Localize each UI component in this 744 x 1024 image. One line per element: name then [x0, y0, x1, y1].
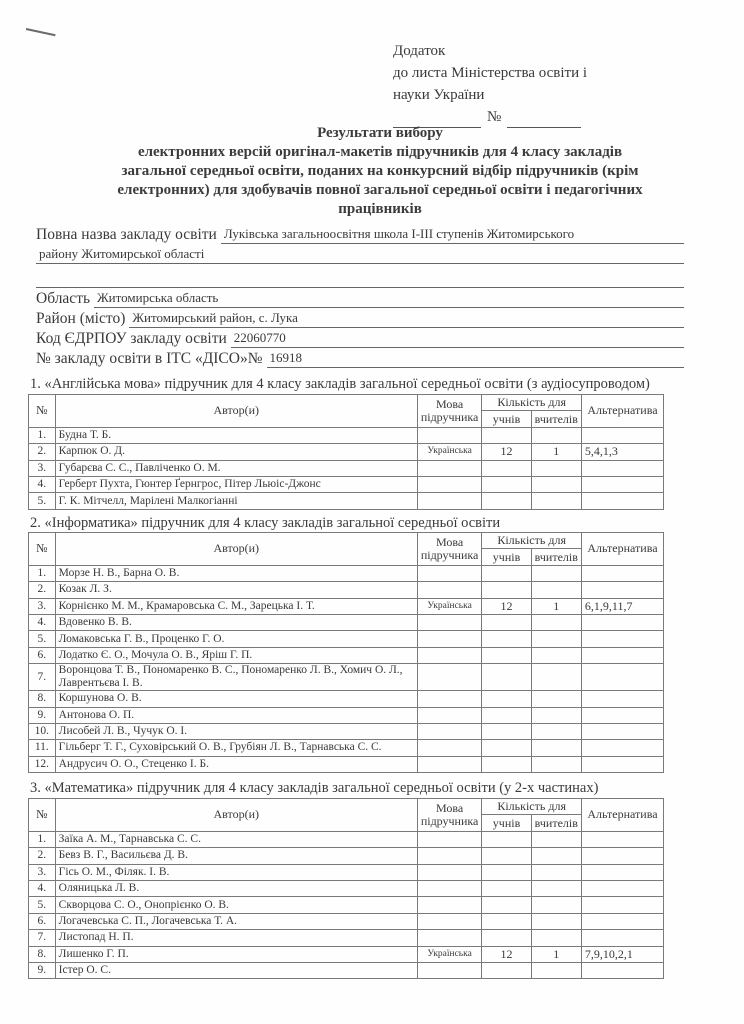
section-title-informatics: 2. «Інформатика» підручник для 4 класу закладів загальної середньої освіти: [30, 515, 501, 531]
header-num: №: [29, 395, 56, 428]
table-row: [29, 582, 664, 598]
institution-name-value-3: [36, 270, 684, 288]
row-language: [417, 913, 482, 929]
header-teachers: вчителів: [531, 549, 581, 565]
row-num: 4.: [29, 476, 56, 492]
row-num: 9.: [29, 707, 56, 723]
section-title-english: 1. «Англійська мова» підручник для 4 класу закладів загальної середньої освіти (з аудіосупроводом): [30, 376, 650, 392]
row-language: [417, 691, 482, 707]
row-students: [482, 880, 531, 896]
row-num: 1.: [29, 427, 56, 443]
table-row: [29, 930, 664, 946]
row-language: [417, 831, 482, 847]
row-num: 9.: [29, 962, 56, 978]
table-row: [29, 427, 664, 443]
title-line-1: Результати вибору: [317, 125, 443, 141]
row-authors: Коршунова О. В.: [55, 691, 417, 707]
row-language: [417, 723, 482, 739]
row-language: [417, 427, 482, 443]
header-alternative: Альтернатива: [581, 799, 663, 832]
row-num: 8.: [29, 691, 56, 707]
row-students: 12: [482, 444, 531, 460]
row-num: 2.: [29, 582, 56, 598]
row-alternative: [581, 565, 663, 581]
title-line-2: електронних версій оригінал-макетів підручників для 4 класу закладів: [137, 144, 623, 160]
row-num: 4.: [29, 880, 56, 896]
annex-block: [393, 40, 587, 128]
row-alternative: [581, 723, 663, 739]
table-row: [29, 897, 664, 913]
row-students: [482, 756, 531, 772]
table-row: [29, 476, 664, 492]
row-students: [482, 476, 531, 492]
table-row: [29, 740, 664, 756]
header-language: Мова підручника: [417, 799, 482, 832]
row-authors: Губарєва С. С., Павліченко О. М.: [55, 460, 417, 476]
row-language: Українська: [417, 946, 482, 962]
table-math: [28, 798, 664, 979]
header-quantity: Кількість для: [482, 395, 582, 411]
row-students: [482, 647, 531, 663]
row-students: [482, 460, 531, 476]
row-alternative: [581, 476, 663, 492]
table-header-row: [29, 799, 664, 815]
diso-field: [36, 348, 684, 368]
table-row: [29, 631, 664, 647]
annex-line-2: до листа Міністерства освіти і: [393, 65, 588, 81]
row-teachers: [531, 631, 581, 647]
row-alternative: [581, 880, 663, 896]
row-teachers: [531, 913, 581, 929]
row-authors: Оляницька Л. В.: [55, 880, 417, 896]
header-teachers: вчителів: [531, 815, 581, 831]
institution-name-label: Повна назва закладу освіти: [36, 226, 217, 243]
row-language: [417, 930, 482, 946]
row-authors: Вдовенко В. В.: [55, 614, 417, 630]
row-language: [417, 740, 482, 756]
row-students: [482, 631, 531, 647]
edrpou-label: Код ЄДРПОУ закладу освіти: [36, 330, 227, 347]
row-teachers: [531, 756, 581, 772]
row-language: [417, 493, 482, 509]
row-authors: Скворцова С. О., Онопрієнко О. В.: [55, 897, 417, 913]
row-alternative: [581, 614, 663, 630]
row-language: [417, 460, 482, 476]
row-authors: Андрусич О. О., Стеценко І. Б.: [55, 756, 417, 772]
row-students: [482, 831, 531, 847]
table-row: [29, 598, 664, 614]
row-students: [482, 565, 531, 581]
header-authors: Автор(и): [55, 395, 417, 428]
diso-label: № закладу освіти в ІТС «ДІСО»№: [36, 350, 263, 367]
header-alternative: Альтернатива: [581, 533, 663, 566]
row-language: [417, 565, 482, 581]
row-students: [482, 913, 531, 929]
row-alternative: [581, 864, 663, 880]
row-authors: Карпюк О. Д.: [55, 444, 417, 460]
table-row: [29, 647, 664, 663]
table-row: [29, 913, 664, 929]
row-authors: Листопад Н. П.: [55, 930, 417, 946]
row-authors: Козак Л. З.: [55, 582, 417, 598]
row-students: 12: [482, 598, 531, 614]
row-language: [417, 962, 482, 978]
row-num: 5.: [29, 493, 56, 509]
row-alternative: [581, 707, 663, 723]
row-language: [417, 582, 482, 598]
header-authors: Автор(и): [55, 799, 417, 832]
row-teachers: [531, 707, 581, 723]
row-authors: Гісь О. М., Філяк. І. В.: [55, 864, 417, 880]
table-row: [29, 723, 664, 739]
row-authors: Морзе Н. В., Барна О. В.: [55, 565, 417, 581]
row-teachers: [531, 930, 581, 946]
row-num: 8.: [29, 946, 56, 962]
row-alternative: [581, 831, 663, 847]
header-students: учнів: [482, 815, 531, 831]
row-alternative: [581, 664, 663, 691]
row-num: 12.: [29, 756, 56, 772]
row-teachers: 1: [531, 946, 581, 962]
row-language: [417, 756, 482, 772]
row-alternative: [581, 962, 663, 978]
institution-name-value-2: району Житомирської області: [36, 246, 684, 264]
row-alternative: [581, 691, 663, 707]
row-teachers: [531, 740, 581, 756]
table-row: [29, 707, 664, 723]
row-language: [417, 631, 482, 647]
title-line-5: працівників: [338, 201, 422, 217]
district-value: Житомирський район, с. Лука: [129, 310, 684, 328]
table-informatics: [28, 532, 664, 773]
row-authors: Корнієнко М. М., Крамаровська С. М., Зарецька І. Т.: [55, 598, 417, 614]
table-row: [29, 614, 664, 630]
row-teachers: [531, 460, 581, 476]
row-alternative: 6,1,9,11,7: [581, 598, 663, 614]
row-teachers: [531, 647, 581, 663]
row-authors: Антонова О. П.: [55, 707, 417, 723]
row-students: 12: [482, 946, 531, 962]
row-teachers: [531, 614, 581, 630]
row-language: Українська: [417, 598, 482, 614]
table-row: [29, 460, 664, 476]
row-alternative: [581, 930, 663, 946]
row-alternative: [581, 631, 663, 647]
table-row: [29, 444, 664, 460]
institution-name-value-1: Луківська загальноосвітня школа І-ІІІ ступенів Житомирського: [221, 226, 684, 244]
row-students: [482, 614, 531, 630]
header-teachers: вчителів: [531, 411, 581, 427]
row-alternative: [581, 427, 663, 443]
table-row: [29, 831, 664, 847]
row-num: 3.: [29, 460, 56, 476]
row-teachers: [531, 565, 581, 581]
region-field: [36, 288, 684, 308]
header-language: Мова підручника: [417, 395, 482, 428]
row-teachers: [531, 848, 581, 864]
row-authors: Лодатко Є. О., Мочула О. В., Яріш Г. П.: [55, 647, 417, 663]
institution-name-field: [36, 224, 684, 244]
row-num: 2.: [29, 444, 56, 460]
title-line-4: електронних) для здобувачів повної загальної середньої освіти і педагогічних: [117, 182, 643, 198]
row-students: [482, 962, 531, 978]
row-teachers: [531, 664, 581, 691]
row-num: 5.: [29, 631, 56, 647]
row-authors: Лисобей Л. В., Чучук О. І.: [55, 723, 417, 739]
row-language: [417, 647, 482, 663]
row-teachers: [531, 582, 581, 598]
row-num: 7.: [29, 930, 56, 946]
header-alternative: Альтернатива: [581, 395, 663, 428]
row-authors: Лишенко Г. П.: [55, 946, 417, 962]
pen-mark: [26, 28, 56, 36]
row-alternative: [581, 897, 663, 913]
row-language: [417, 848, 482, 864]
row-language: [417, 614, 482, 630]
row-teachers: [531, 864, 581, 880]
row-authors: Герберт Пухта, Гюнтер Ґернгрос, Пітер Льюіс-Джонс: [55, 476, 417, 492]
region-value: Житомирська область: [94, 290, 684, 308]
row-students: [482, 582, 531, 598]
table-row: [29, 664, 664, 691]
row-alternative: [581, 493, 663, 509]
table-row: [29, 848, 664, 864]
row-authors: Гільберг Т. Г., Суховірський О. В., Грубіян Л. В., Тарнавська С. С.: [55, 740, 417, 756]
header-quantity: Кількість для: [482, 799, 582, 815]
row-num: 2.: [29, 848, 56, 864]
row-language: [417, 897, 482, 913]
annex-number-sign: №: [487, 109, 502, 125]
row-alternative: [581, 647, 663, 663]
row-students: [482, 707, 531, 723]
title-line-3: загальної середньої освіти, поданих на конкурсний відбір підручників (крім: [121, 163, 639, 179]
row-students: [482, 848, 531, 864]
row-teachers: 1: [531, 598, 581, 614]
row-alternative: [581, 460, 663, 476]
row-teachers: [531, 880, 581, 896]
row-num: 1.: [29, 831, 56, 847]
table-row: [29, 565, 664, 581]
document-title: [60, 124, 700, 219]
row-teachers: [531, 427, 581, 443]
row-teachers: [531, 723, 581, 739]
header-num: №: [29, 799, 56, 832]
row-num: 6.: [29, 913, 56, 929]
row-language: Українська: [417, 444, 482, 460]
header-quantity: Кількість для: [482, 533, 582, 549]
row-students: [482, 427, 531, 443]
diso-value: 16918: [267, 350, 685, 368]
row-language: [417, 864, 482, 880]
row-language: [417, 664, 482, 691]
row-alternative: [581, 582, 663, 598]
row-language: [417, 707, 482, 723]
edrpou-field: [36, 328, 684, 348]
region-label: Область: [36, 290, 91, 307]
row-alternative: [581, 740, 663, 756]
table-row: [29, 691, 664, 707]
table-row: [29, 946, 664, 962]
row-num: 3.: [29, 598, 56, 614]
row-authors: Ломаковська Г. В., Проценко Г. О.: [55, 631, 417, 647]
row-authors: Г. К. Мітчелл, Марілені Малкогіанні: [55, 493, 417, 509]
district-field: [36, 308, 684, 328]
row-num: 1.: [29, 565, 56, 581]
row-teachers: [531, 962, 581, 978]
row-students: [482, 664, 531, 691]
row-teachers: 1: [531, 444, 581, 460]
table-english: [28, 394, 664, 510]
row-authors: Істер О. С.: [55, 962, 417, 978]
table-row: [29, 493, 664, 509]
row-num: 4.: [29, 614, 56, 630]
header-students: учнів: [482, 549, 531, 565]
row-num: 11.: [29, 740, 56, 756]
row-num: 7.: [29, 664, 56, 691]
table-header-row: [29, 533, 664, 549]
row-num: 5.: [29, 897, 56, 913]
row-alternative: [581, 848, 663, 864]
row-students: [482, 740, 531, 756]
row-teachers: [531, 897, 581, 913]
row-alternative: 7,9,10,2,1: [581, 946, 663, 962]
row-teachers: [531, 831, 581, 847]
annex-line-3: науки України: [393, 87, 485, 103]
row-alternative: [581, 756, 663, 772]
row-students: [482, 864, 531, 880]
section-title-math: 3. «Математика» підручник для 4 класу закладів загальної середньої освіти (у 2-х частинах): [30, 780, 599, 796]
district-label: Район (місто): [36, 310, 126, 327]
table-row: [29, 864, 664, 880]
table-header-row: [29, 395, 664, 411]
row-authors: Бевз В. Г., Васильєва Д. В.: [55, 848, 417, 864]
annex-line-1: Додаток: [393, 43, 446, 59]
row-teachers: [531, 691, 581, 707]
row-authors: Логачевська С. П., Логачевська Т. А.: [55, 913, 417, 929]
row-num: 6.: [29, 647, 56, 663]
row-authors: Будна Т. Б.: [55, 427, 417, 443]
row-teachers: [531, 493, 581, 509]
row-authors: Заїка А. М., Тарнавська С. С.: [55, 831, 417, 847]
row-teachers: [531, 476, 581, 492]
row-num: 3.: [29, 864, 56, 880]
header-num: №: [29, 533, 56, 566]
row-authors: Воронцова Т. В., Пономаренко В. С., Пономаренко Л. В., Хомич О. Л., Лаврентьєва І. В.: [55, 664, 417, 691]
row-students: [482, 691, 531, 707]
table-row: [29, 756, 664, 772]
row-alternative: [581, 913, 663, 929]
row-alternative: 5,4,1,3: [581, 444, 663, 460]
header-students: учнів: [482, 411, 531, 427]
table-row: [29, 962, 664, 978]
row-students: [482, 723, 531, 739]
row-students: [482, 930, 531, 946]
row-language: [417, 880, 482, 896]
header-authors: Автор(и): [55, 533, 417, 566]
table-row: [29, 880, 664, 896]
row-students: [482, 493, 531, 509]
row-students: [482, 897, 531, 913]
row-num: 10.: [29, 723, 56, 739]
edrpou-value: 22060770: [231, 330, 684, 348]
header-language: Мова підручника: [417, 533, 482, 566]
row-language: [417, 476, 482, 492]
